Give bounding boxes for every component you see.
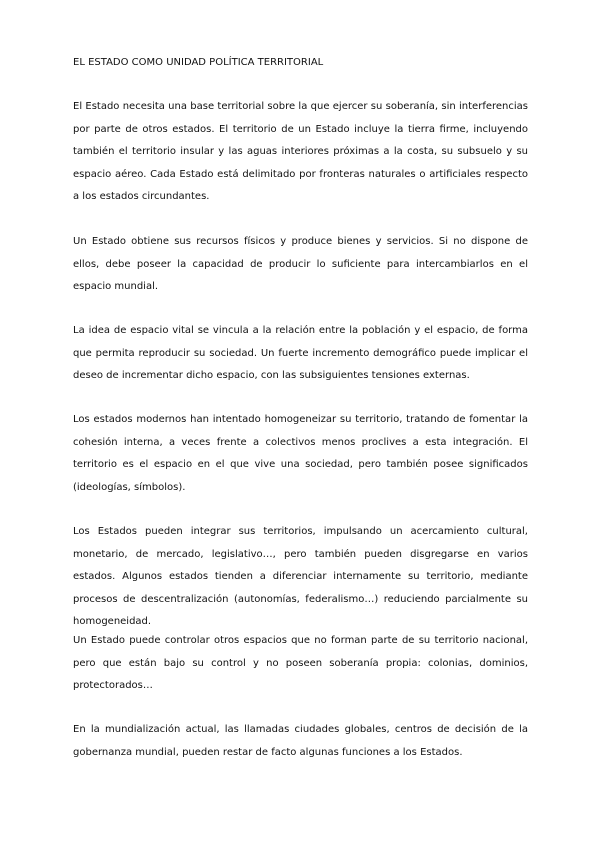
paragraph-resources: Un Estado obtiene sus recursos físicos y produce bienes y servicios. Si no dispone de ellos, debe poseer la capacidad de producir lo suficiente para intercambiarlos en el espacio mundial. (73, 236, 528, 292)
document-title: EL ESTADO COMO UNIDAD POLÍTICA TERRITORIAL (73, 57, 324, 68)
paragraph-integration: Los Estados pueden integrar sus territorios, impulsando un acercamiento cultural, monetario, de mercado, legislativo…, pero también pueden disgregarse en varios estados. Algunos estados tienden a diferenciar internamente su territorio, mediante procesos de descentralización (autonomías, federalismo…) reduciendo parcialmente su homogeneidad. (73, 526, 528, 627)
paragraph-globalization: En la mundialización actual, las llamadas ciudades globales, centros de decisión de la gobernanza mundial, pueden restar de facto algunas funciones a los Estados. (73, 724, 528, 758)
paragraph-control: Un Estado puede controlar otros espacios que no forman parte de su territorio nacional, pero que están bajo su control y no poseen soberanía propia: colonias, dominios, protectorados… (73, 635, 528, 691)
paragraph-vital-space: La idea de espacio vital se vincula a la relación entre la población y el espacio, de forma que permita reproducir su sociedad. Un fuerte incremento demográfico puede implicar el deseo de incrementar dicho espacio, con las subsiguientes tensiones externas. (73, 325, 528, 381)
paragraph-homogenization: Los estados modernos han intentado homogeneizar su territorio, tratando de fomentar la cohesión interna, a veces frente a colectivos menos proclives a esta integración. El territorio es el espacio en el que vive una sociedad, pero también posee significados (ideologías, símbolos). (73, 414, 528, 493)
paragraph-territorial-base: El Estado necesita una base territorial sobre la que ejercer su soberanía, sin interferencias por parte de otros estados. El territorio de un Estado incluye la tierra firme, incluyendo también el territorio insular y las aguas interiores próximas a la costa, su subsuelo y su espacio aéreo. Cada Estado está delimitado por fronteras naturales o artificiales respecto a los estados circundantes. (73, 101, 528, 202)
